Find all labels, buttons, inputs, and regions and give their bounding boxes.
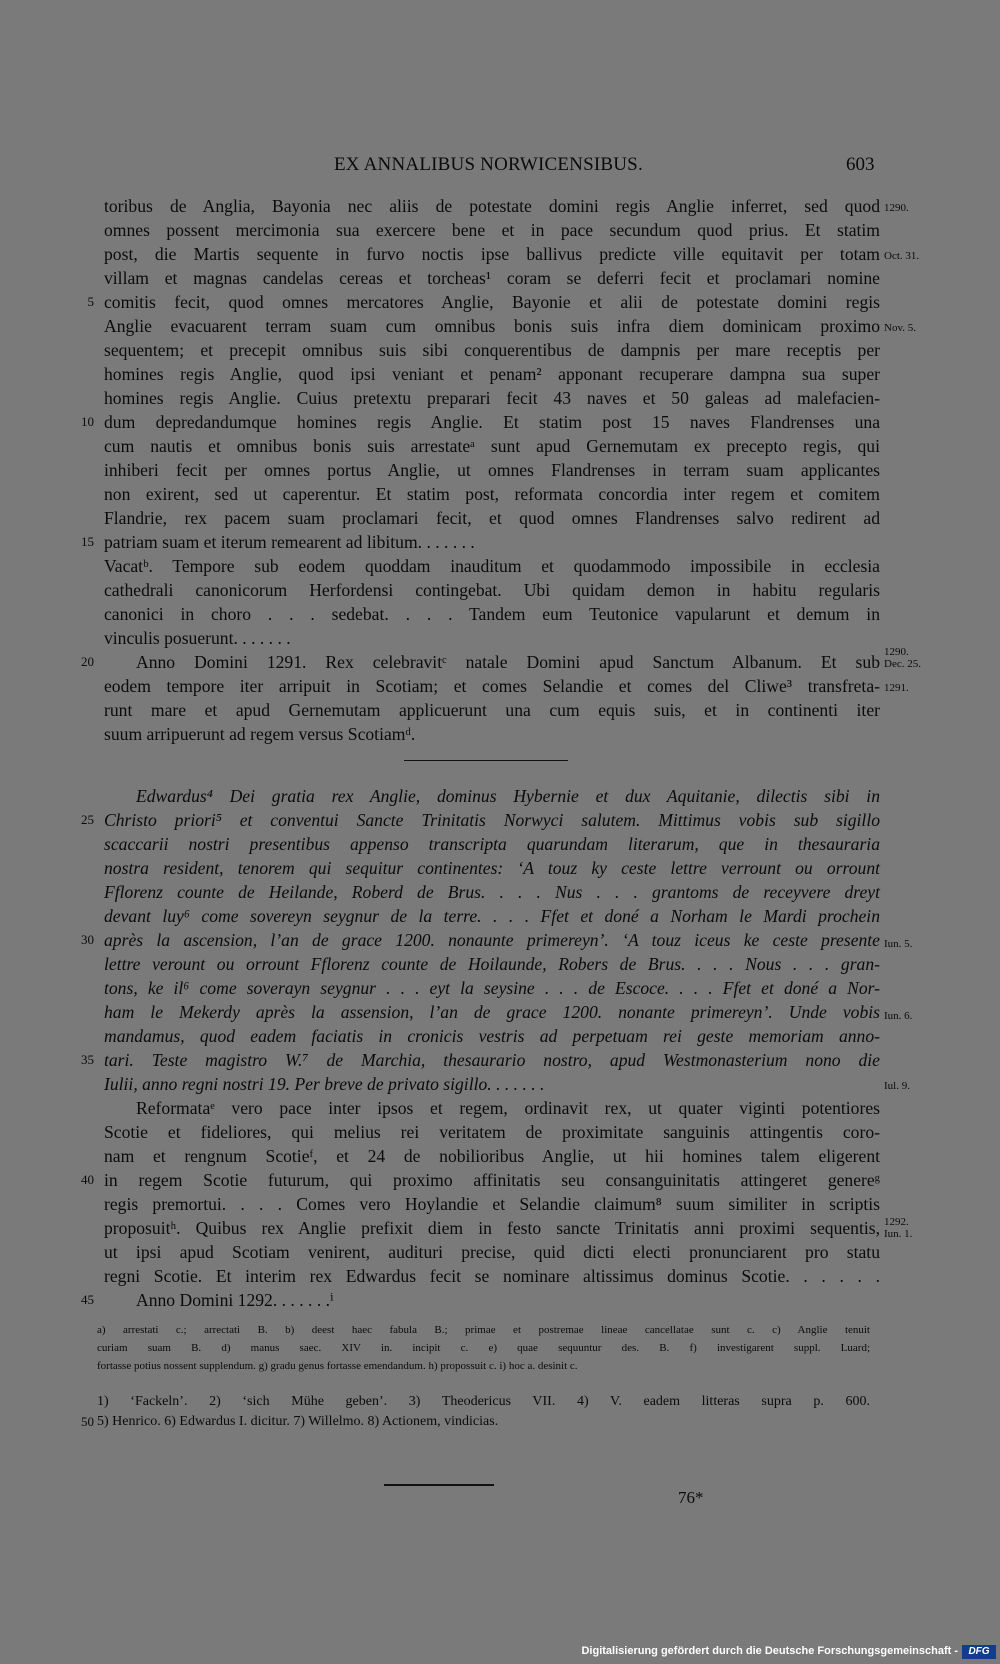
line-number: 50 [81, 1414, 94, 1429]
body-line: omnes possent mercimonia sua exercere bene et in pace secundum quod prius. Et statim [104, 220, 880, 240]
body-line: Vacatᵇ. Tempore sub eodem quoddam inauditum et quodammodo impossibile in ecclesia [104, 556, 880, 576]
body-line: regis premortui. . . . Comes vero Hoylandie et Selandie claimum⁸ suum similiter in scriptis [104, 1194, 880, 1214]
body-line: après la ascension, l’an de grace 1200. nonaunte primereyn’. ‘A touz iceus ke ceste presente [104, 930, 880, 950]
line-number: 5 [87, 294, 94, 309]
page-header [0, 152, 1000, 180]
section-divider [404, 760, 568, 761]
dfg-logo: DFG [962, 1645, 996, 1659]
page-number: 603 [846, 154, 875, 175]
line-number: 10 [81, 414, 94, 429]
body-line: lettre verount ou orrount Fflorenz counte de Hoilaunde, Robers de Brus. . . . Nous . . . gran- [104, 954, 880, 974]
body-line: Anno Domini 1291. Rex celebravitᶜ natale Domini apud Sanctum Albanum. Et sub [136, 652, 880, 672]
body-line: regni Scotie. Et interim rex Edwardus fecit se nominare altissimus dominus Scotie. . . . . . [104, 1266, 880, 1286]
body-line: ham le Mekerdy après la assension, l’an de grace 1200. nonante primereyn’. Unde vobis [104, 1002, 880, 1022]
line-number: 15 [81, 534, 94, 549]
body-line: tons, ke il⁶ come soverayn seygnur . . . eyt la seysine . . . de Escoce. . . . Ffet et doné a Nor- [104, 978, 880, 998]
body-line: patriam suam et iterum remearent ad libitum. . . . . . . [104, 532, 475, 552]
margin-note: Iul. 9. [884, 1080, 910, 1092]
line-number: 45 [81, 1292, 94, 1307]
body-line: dum depredandumque homines regis Anglie. Et statim post 15 naves Flandrenses una [104, 412, 880, 432]
footer-bar [0, 1642, 1000, 1664]
margin-note: 1292. Iun. 1. [884, 1216, 913, 1240]
line-number: 20 [81, 654, 94, 669]
body-line: suum arripuerunt ad regem versus Scotiamᵈ. [104, 724, 416, 744]
end-ornament [384, 1484, 494, 1486]
margin-note: Oct. 31. [884, 250, 920, 262]
body-line: nostra resident, tenorem qui sequitur continentes: ‘A touz ky ceste lettre verrount ou orrount [104, 858, 880, 878]
running-title: EX ANNALIBUS NORWICENSIBUS. [334, 154, 643, 175]
body-line: scaccarii nostri presentibus appenso transcripta quarundam literarum, que in thesauraria [104, 834, 880, 854]
body-line: villam et magnas candelas cereas et torcheas¹ coram se deferri fecit et proclamari nomine [104, 268, 880, 288]
body-line: comitis fecit, quod omnes mercatores Anglie, Bayonie et alii de potestate domini regis [104, 292, 880, 312]
body-line: inhiberi fecit per omnes portus Anglie, ut omnes Flandrenses in terram suam applicantes [104, 460, 880, 480]
body-line: eodem tempore iter arripuit in Scotiam; et comes Selandie et comes del Cliwe³ transfreta- [104, 676, 880, 696]
margin-note: 1291. [884, 682, 909, 694]
body-line: vinculis posuerunt. . . . . . . [104, 628, 291, 648]
body-line: Iulii, anno regni nostri 19. Per breve de privato sigillo. . . . . . . [104, 1074, 545, 1094]
body-line: Scotie et fideliores, qui melius rei veritatem de proximitate sanguinis attingentis coro- [104, 1122, 880, 1142]
body-line: Anglie evacuarent terram suam cum omnibus bonis suis infra diem dominicam proximo [104, 316, 880, 336]
body-line: homines regis Anglie, quod ipsi veniant et penam² apponant recuperare dampna sua super [104, 364, 880, 384]
body-line: post, die Martis sequente in furvo noctis ipse ballivus predicte ville equitavit per totam [104, 244, 880, 264]
body-line: homines regis Anglie. Cuius pretextu preparari fecit 43 naves et 50 galeas ad malefacien- [104, 388, 880, 408]
body-line: Christo priori⁵ et conventui Sancte Trinitatis Norwyci salutem. Mittimus vobis sub sigillo [104, 810, 880, 830]
body-line: proposuitʰ. Quibus rex Anglie prefixit diem in festo sancte Trinitatis anni proximi sequentis, [104, 1218, 880, 1238]
signature-mark: 76* [678, 1488, 704, 1507]
body-line: Flandrie, rex pacem suam proclamari fecit, et quod omnes Flandrenses salvo redirent ad [104, 508, 880, 528]
line-number: 25 [81, 812, 94, 827]
margin-note: Nov. 5. [884, 322, 916, 334]
apparatus-note: curiam suam B. d) manus saec. XIV in. incipit c. e) quae sequuntur des. B. f) investigarent suppl. Luard; [97, 1342, 870, 1354]
body-line: tari. Teste magistro W.⁷ de Marchia, thesaurario nostro, apud Westmonasterium nono die [104, 1050, 880, 1070]
margin-note: 1290. Dec. 25. [884, 646, 921, 670]
line-number: 35 [81, 1052, 94, 1067]
apparatus-note: a) arrestati c.; arrectati B. b) deest haec fabula B.; primae et postremae lineae cancellatae sunt c. c) Anglie tenuit [97, 1324, 870, 1336]
body-line: nam et rengnum Scotieᶠ, et 24 de nobilioribus Anglie, ut hii homines talem eligerent [104, 1146, 880, 1166]
body-line: devant luy⁶ come sovereyn seygnur de la terre. . . . Ffet et doné a Norham le Mardi prochein [104, 906, 880, 926]
body-line: Fflorenz counte de Heilande, Roberd de Brus. . . . Nus . . . grantoms de receyvere dreyt [104, 882, 880, 902]
body-line: ut ipsi apud Scotiam venirent, audituri precise, quid dicti electi pronunciarent pro statu [104, 1242, 880, 1262]
body-line: cathedrali canonicorum Herfordensi contingebat. Ubi quidam demon in habitu regularis [104, 580, 880, 600]
apparatus-note: fortasse potius nossent supplendum. g) gradu genus fortasse emendandum. h) propossuit c. i) hoc a. desinit c. [97, 1360, 578, 1372]
body-line: non exirent, sed ut caperentur. Et statim post, reformata concordia inter regem et comitem [104, 484, 880, 504]
line-number: 40 [81, 1172, 94, 1187]
body-line: toribus de Anglia, Bayonia nec aliis de potestate domini regis Anglie inferret, sed quod [104, 196, 880, 216]
footnote-line: 5) Henrico. 6) Edwardus I. dicitur. 7) Willelmo. 8) Actionem, vindicias. [97, 1414, 499, 1429]
body-line: sequentem; et precepit omnibus suis sibi conquerentibus de dampnis per mare receptis per [104, 340, 880, 360]
body-line: in regem Scotie futurum, qui proximo affinitatis seu consanguinitatis attingeret genereᵍ [104, 1170, 880, 1190]
footnote-line: 1) ‘Fackeln’. 2) ‘sich Mühe geben’. 3) Theodericus VII. 4) V. eadem litteras supra p. 600. [97, 1394, 870, 1409]
body-line: Edwardus⁴ Dei gratia rex Anglie, dominus Hybernie et dux Aquitanie, dilectis sibi in [136, 786, 880, 806]
body-line: runt mare et apud Gernemutam applicuerunt una cum equis suis, et in continenti iter [104, 700, 880, 720]
body-line: mandamus, quod eadem faciatis in cronicis vestris ad perpetuam rei geste memoriam anno- [104, 1026, 880, 1046]
margin-note: 1290. [884, 202, 909, 214]
body-line: Anno Domini 1292. . . . . . .ⁱ [136, 1290, 334, 1310]
line-number: 30 [81, 932, 94, 947]
body-line: canonici in choro . . . sedebat. . . . Tandem eum Teutonice vapularunt et demum in [104, 604, 880, 624]
margin-note: Iun. 6. [884, 1010, 913, 1022]
body-line: Reformataᵉ vero pace inter ipsos et regem, ordinavit rex, ut quater viginti potentiores [136, 1098, 880, 1118]
body-line: cum nautis et omnibus bonis suis arrestateᵃ sunt apud Gernemutam ex precepto regis, qui [104, 436, 880, 456]
footer-credit: Digitalisierung gefördert durch die Deutsche Forschungsgemeinschaft - [581, 1645, 958, 1657]
margin-note: Iun. 5. [884, 938, 913, 950]
